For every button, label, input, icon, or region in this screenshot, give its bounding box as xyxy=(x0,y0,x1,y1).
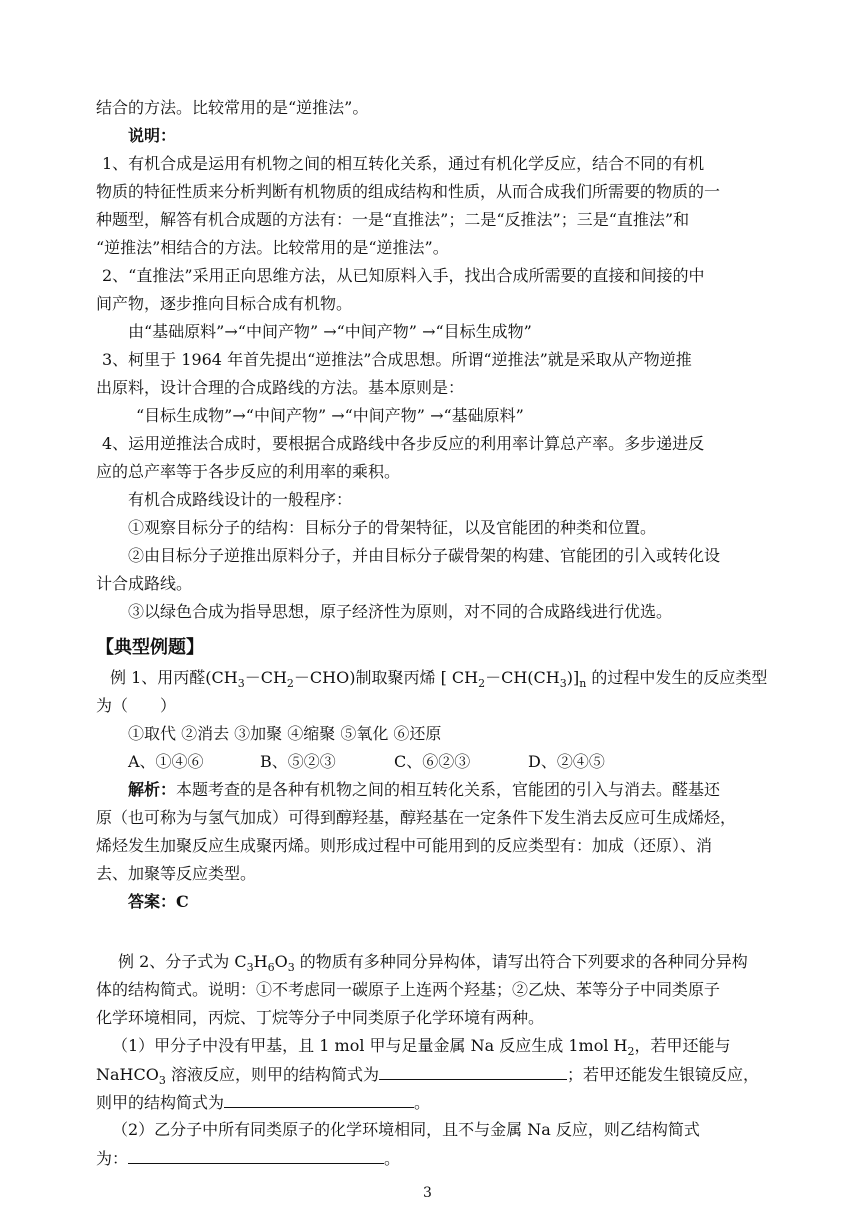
text-line: 结合的方法。比较常用的是“逆推法”。 xyxy=(96,98,369,117)
sub-question-2: 为： 。 xyxy=(96,1149,401,1168)
reaction-types: ①取代 ②消去 ③加聚 ④缩聚 ⑤氧化 ⑥还原 xyxy=(128,724,442,743)
note-label: 说明： xyxy=(128,126,177,145)
text-line: 1、有机合成是运用有机物之间的相互转化关系，通过有机化学反应，结合不同的有机 xyxy=(102,154,705,173)
option-a: A、①④⑥ xyxy=(128,752,204,771)
sub-question-1: 则甲的结构简式为 。 xyxy=(96,1093,431,1112)
flow-forward: 由“基础原料”→“中间产物” →“中间产物” →“目标生成物” xyxy=(128,322,532,341)
option-c: C、⑥②③ xyxy=(394,752,471,771)
text-line: 4、运用逆推法合成时，要根据合成路线中各步反应的利用率计算总产率。多步递进反 xyxy=(102,434,705,453)
text-line: ③以绿色合成为指导思想，原子经济性为原则，对不同的合成路线进行优选。 xyxy=(128,602,673,621)
example-2-question: 体的结构简式。说明：①不考虑同一碳原子上连两个羟基；②乙炔、苯等分子中同类原子 xyxy=(96,980,721,999)
text-line: 出原料，设计合理的合成路线的方法。基本原则是： xyxy=(96,378,465,397)
example-1-question: 例 1、用丙醛$(CH_3-CH_2-CHO)$制取聚丙烯 [ $CH_2-CH(CH_3)]_n$ 的过程中发生的反应类型 xyxy=(110,668,768,690)
text-line: ①观察目标分子的结构：目标分子的骨架特征，以及官能团的种类和位置。 xyxy=(128,518,657,537)
text-line: 有机合成路线设计的一般程序： xyxy=(128,490,353,509)
text-line: 种题型，解答有机合成题的方法有：一是“直推法”；二是“反推法”；三是“直推法”和 xyxy=(96,210,690,229)
answer-blank[interactable] xyxy=(128,1147,384,1164)
text-line: “逆推法”相结合的方法。比较常用的是“逆推法”。 xyxy=(96,238,449,257)
page-number: 3 xyxy=(423,1185,432,1201)
answer: 答案：C xyxy=(128,892,189,911)
text-line: 3、柯里于 1964 年首先提出“逆推法”合成思想。所谓“逆推法”就是采取从产物逆推 xyxy=(102,350,692,369)
example-2-question: 化学环境相同，丙烷、丁烷等分子中同类原子化学环境有两种。 xyxy=(96,1008,545,1027)
analysis: 去、加聚等反应类型。 xyxy=(96,864,257,883)
text-line: ②由目标分子逆推出原料分子，并由目标分子碳骨架的构建、官能团的引入或转化设 xyxy=(128,546,721,565)
sub-question-1: （1）甲分子中没有甲基，且 1 mol 甲与足量金属 Na 反应生成 1mol $H_2$，若甲还能与 xyxy=(112,1036,731,1058)
sub-question-2: （2）乙分子中所有同类原子的化学环境相同，且不与金属 Na 反应，则乙结构简式 xyxy=(112,1120,700,1139)
text-line: 间产物，逐步推向目标合成有机物。 xyxy=(96,294,353,313)
analysis: 烯烃发生加聚反应生成聚丙烯。则形成过程中可能用到的反应类型有：加成（还原）、消 xyxy=(96,836,713,855)
answer-blank[interactable] xyxy=(379,1063,567,1080)
analysis: 解析：本题考查的是各种有机物之间的相互转化关系，官能团的引入与消去。醛基还 xyxy=(128,780,721,799)
analysis: 原（也可称为与氢气加成）可得到醇羟基，醇羟基在一定条件下发生消去反应可生成烯烃， xyxy=(96,808,737,827)
answer-blank[interactable] xyxy=(224,1091,414,1108)
example-2-question: 例 2、分子式为 $C_3H_6O_3$ 的物质有多种同分异构体，请写出符合下列要求的各种同分异构 xyxy=(118,952,748,974)
option-d: D、②④⑤ xyxy=(528,752,605,771)
sub-question-1: NaHCO$_3$ 溶液反应，则甲的结构简式为 ；若甲还能发生银镜反应， xyxy=(96,1065,759,1087)
text-line: 2、“直推法”采用正向思维方法，从已知原料入手，找出合成所需要的直接和间接的中 xyxy=(102,266,705,285)
option-b: B、⑤②③ xyxy=(260,752,336,771)
text-line: 应的总产率等于各步反应的利用率的乘积。 xyxy=(96,462,401,481)
flow-reverse: “目标生成物”→“中间产物” →“中间产物” →“基础原料” xyxy=(136,406,524,425)
text-line: 物质的特征性质来分析判断有机物质的组成结构和性质，从而合成我们所需要的物质的一 xyxy=(96,182,721,201)
text-line: 计合成路线。 xyxy=(96,574,193,593)
analysis-label: 解析： xyxy=(128,780,177,799)
section-heading: 【典型例题】 xyxy=(96,637,204,658)
example-1-question: 为（ ） xyxy=(96,696,177,715)
